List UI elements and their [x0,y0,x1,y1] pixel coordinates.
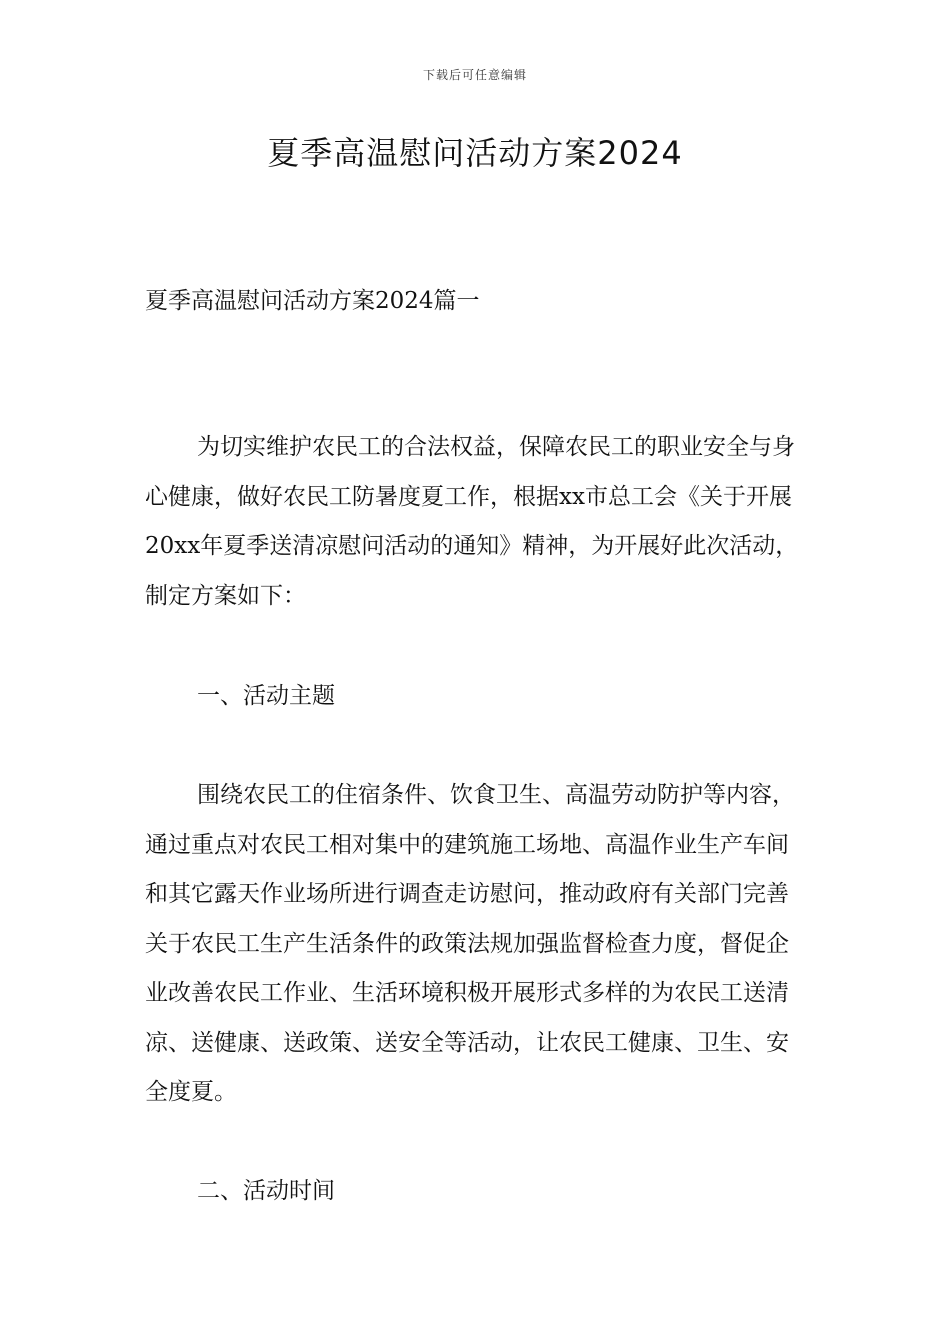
document-subtitle: 夏季高温慰问活动方案2024篇一 [145,288,480,314]
section-heading-time: 二、活动时间 [197,1178,335,1204]
paragraph-theme: 围绕农民工的住宿条件、饮食卫生、高温劳动防护等内容，通过重点对农民工相对集中的建筑施工场地、高温作业生产车间和其它露天作业场所进行调查走访慰问，推动政府有关部门完善关于农民工生产生活条件的政策法规加强监督检查力度，督促企业改善农民工作业、生活环境积极开展形式多样的为农民工送清凉、送健康、送政策、送安全等活动，让农民工健康、卫生、安全度夏。 [145,782,795,1105]
paragraph-intro: 为切实维护农民工的合法权益，保障农民工的职业安全与身心健康，做好农民工防暑度夏工作，根据xx市总工会《关于开展20xx年夏季送清凉慰问活动的通知》精神，为开展好此次活动，制定方案如下： [145,434,799,609]
header-note: 下载后可任意编辑 [422,68,527,82]
document-title: 夏季高温慰问活动方案2024 [267,134,683,172]
section-heading-theme: 一、活动主题 [197,683,335,709]
